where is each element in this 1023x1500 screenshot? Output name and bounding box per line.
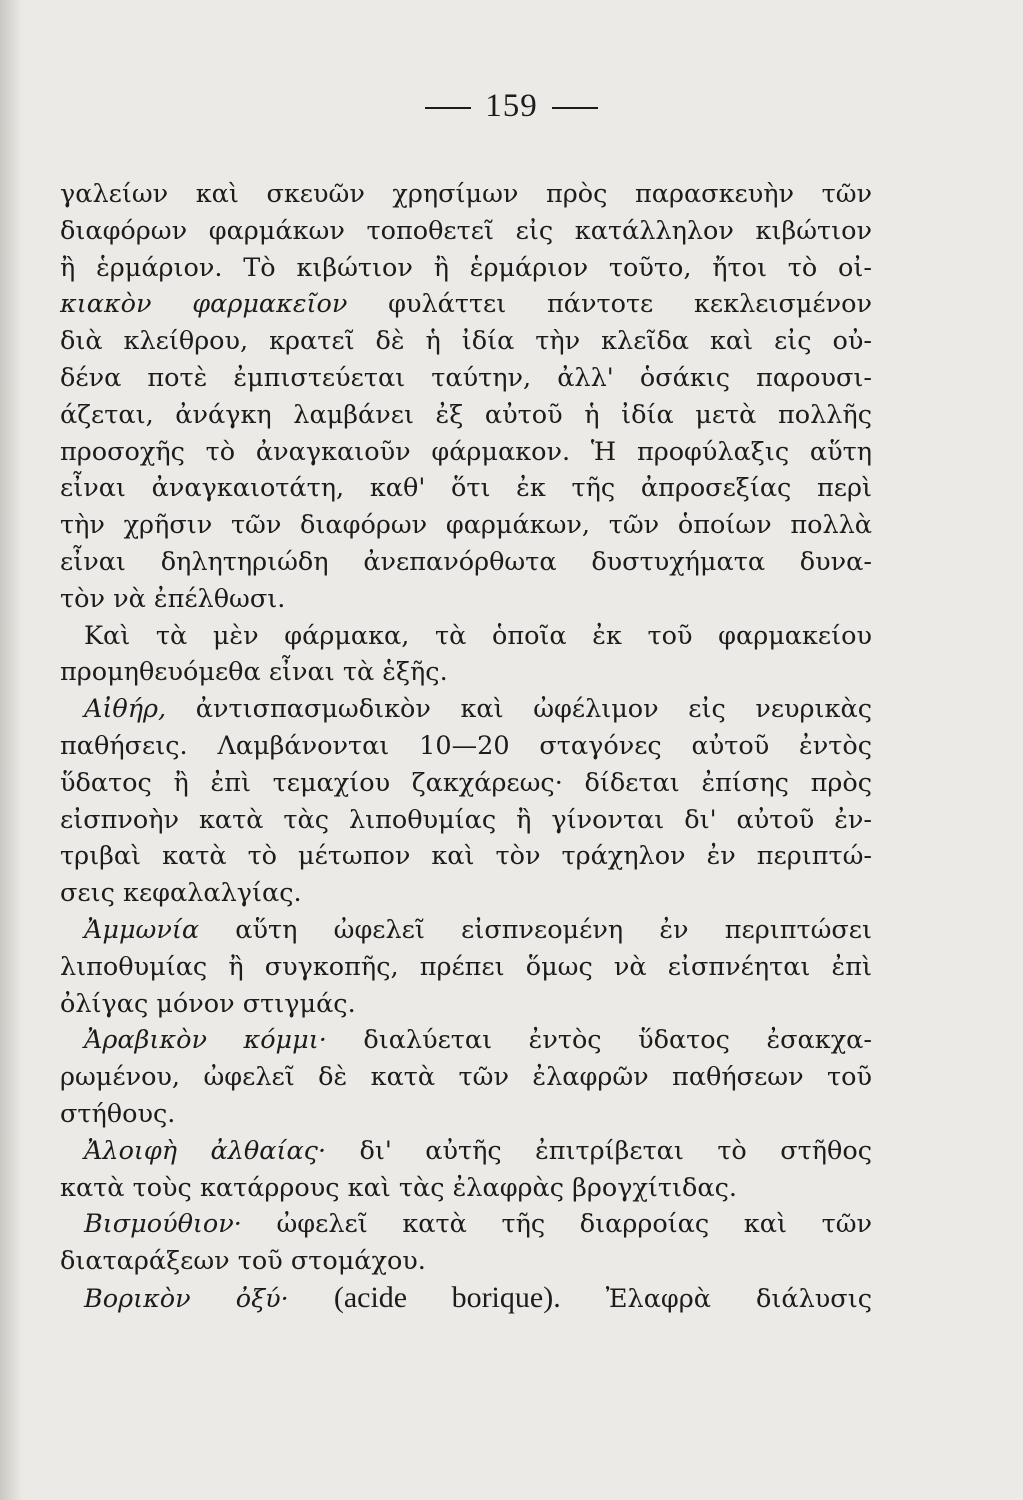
- text-segment: διαλύεται ἐντὸς ὕδατος ἐσακχα-: [326, 1025, 872, 1056]
- text-line: [60, 618, 872, 655]
- text-segment: τριβαὶ κατὰ τὸ μέτωπον καὶ τὸν τράχηλον ἐν περιπτώ-: [60, 841, 872, 872]
- text-line: [60, 544, 872, 581]
- text-line: [60, 728, 872, 765]
- text-segment: Ἐλαφρὰ διάλυσις: [560, 1283, 872, 1314]
- text-line: [60, 1206, 872, 1243]
- text-line: [60, 213, 872, 250]
- text-segment: διαφόρων φαρμάκων τοποθετεῖ εἰς κατάλληλον κιβώτιον: [60, 215, 872, 246]
- text-line: [60, 986, 872, 1023]
- text-segment: στήθους.: [60, 1098, 176, 1129]
- text-line: [60, 250, 872, 287]
- text-segment: ἀντισπασμωδικὸν καὶ ὠφέλιμον εἰς νευρικὰς: [166, 694, 872, 725]
- text-line: [60, 397, 872, 434]
- text-segment: δι' αὐτῆς ἐπιτρίβεται τὸ στῆθος: [326, 1135, 872, 1166]
- text-line: [60, 1133, 872, 1170]
- text-segment: αὕτη ὠφελεῖ εἰσπνεομένη ἐν περιπτώσει: [199, 914, 872, 945]
- italic-term: Ἀραβικὸν κόμμι·: [84, 1025, 327, 1056]
- text-line: [60, 654, 872, 691]
- text-segment: λιποθυμίας ἢ συγκοπῆς, πρέπει ὅμως νὰ εἰσπνέηται ἐπὶ: [60, 951, 872, 982]
- text-line: [60, 360, 872, 397]
- text-segment: σεις κεφαλαλγίας.: [60, 878, 302, 909]
- text-line: [60, 323, 872, 360]
- italic-term: Βορικὸν ὀξύ·: [84, 1283, 289, 1314]
- text-line: [60, 507, 872, 544]
- text-segment: τὸν νὰ ἐπέλθωσι.: [60, 583, 286, 614]
- page-number: 159: [485, 88, 538, 124]
- text-segment: προμηθευόμεθα εἶναι τὰ ἑξῆς.: [60, 657, 448, 688]
- text-segment: ρωμένου, ὠφελεῖ δὲ κατὰ τῶν ἐλαφρῶν παθήσεων τοῦ: [60, 1062, 872, 1093]
- text-line: [60, 1022, 872, 1059]
- text-segment: [289, 1284, 334, 1314]
- italic-term: Αἰθήρ,: [84, 694, 167, 725]
- page-binding-edge: [0, 0, 22, 1500]
- text-line: [60, 912, 872, 949]
- text-segment: άζεται, ἀνάγκη λαμβάνει ἐξ αὐτοῦ ἡ ἰδία μετὰ πολλῆς: [60, 399, 872, 430]
- text-line: [60, 1170, 872, 1207]
- italic-term: Ἀμμωνία: [84, 914, 200, 945]
- text-segment: διὰ κλείθρου, κρατεῖ δὲ ἡ ἰδία τὴν κλεῖδα καὶ εἰς οὐ-: [60, 326, 872, 357]
- text-segment: προσοχῆς τὸ ἀναγκαιοῦν φάρμακον. Ἡ προφύλαξις αὕτη: [60, 436, 872, 467]
- text-segment: εἶναι δηλητηριώδη ἀνεπανόρθωτα δυστυχήματα δυνα-: [60, 546, 872, 577]
- text-line: [60, 176, 872, 213]
- italic-term: κιακὸν φαρμακεῖον: [60, 289, 348, 320]
- text-segment: φυλάττει πάντοτε κεκλεισμένον: [347, 289, 872, 320]
- text-segment: τὴν χρῆσιν τῶν διαφόρων φαρμάκων, τῶν ὁποίων πολλὰ: [60, 510, 872, 541]
- text-segment: εἰσπνοὴν κατὰ τὰς λιποθυμίας ἢ γίνονται δι' αὐτοῦ ἐν-: [60, 804, 872, 835]
- text-segment: εἶναι ἀναγκαιοτάτη, καθ' ὅτι ἐκ τῆς ἀπροσεξίας περὶ: [60, 473, 872, 504]
- text-line: [60, 691, 872, 728]
- body-text: [60, 176, 872, 1318]
- text-line: [60, 802, 872, 839]
- text-line: [60, 765, 872, 802]
- header-dash-left: [425, 107, 471, 109]
- text-segment: Καὶ τὰ μὲν φάρμακα, τὰ ὁποῖα ἐκ τοῦ φαρμακείου: [84, 620, 872, 651]
- page-number-header: [0, 88, 1023, 125]
- text-segment: γαλείων καὶ σκευῶν χρησίμων πρὸς παρασκευὴν τῶν: [60, 179, 872, 209]
- text-segment: παθήσεις. Λαμβάνονται 10—20 σταγόνες αὐτοῦ ἐντὸς: [60, 730, 872, 761]
- header-dash-right: [552, 107, 598, 109]
- text-line: [60, 1243, 872, 1280]
- text-line: [60, 838, 872, 875]
- text-line: [60, 286, 872, 323]
- text-line: [60, 470, 872, 507]
- italic-term: Βισμούθιον·: [84, 1209, 242, 1240]
- text-segment: κατὰ τοὺς κατάρρους καὶ τὰς ἐλαφρὰς βρογχίτιδας.: [60, 1172, 737, 1203]
- text-line: [60, 1096, 872, 1133]
- text-segment: δένα ποτὲ ἐμπιστεύεται ταύτην, ἀλλ' ὁσάκις παρουσι-: [60, 362, 872, 393]
- italic-term: Ἀλοιφὴ ἀλθαίας·: [84, 1135, 327, 1166]
- text-line: [60, 875, 872, 912]
- text-line: [60, 1059, 872, 1096]
- text-segment: διαταράξεων τοῦ στομάχου.: [60, 1246, 426, 1277]
- text-segment: ὕδατος ἢ ἐπὶ τεμαχίου ζακχάρεως· δίδεται ἐπίσης πρὸς: [60, 767, 872, 798]
- text-line: [60, 581, 872, 618]
- text-segment: ὠφελεῖ κατὰ τῆς διαρροίας καὶ τῶν: [241, 1209, 872, 1240]
- text-segment: ἢ ἑρμάριον. Τὸ κιβώτιον ἢ ἑρμάριον τοῦτο, ἤτοι τὸ οἰ-: [60, 252, 872, 283]
- latin-text: (acide borique).: [333, 1280, 561, 1314]
- text-segment: ὀλίγας μόνον στιγμάς.: [60, 988, 356, 1019]
- text-line: [60, 1280, 872, 1318]
- text-line: [60, 434, 872, 471]
- text-line: [60, 949, 872, 986]
